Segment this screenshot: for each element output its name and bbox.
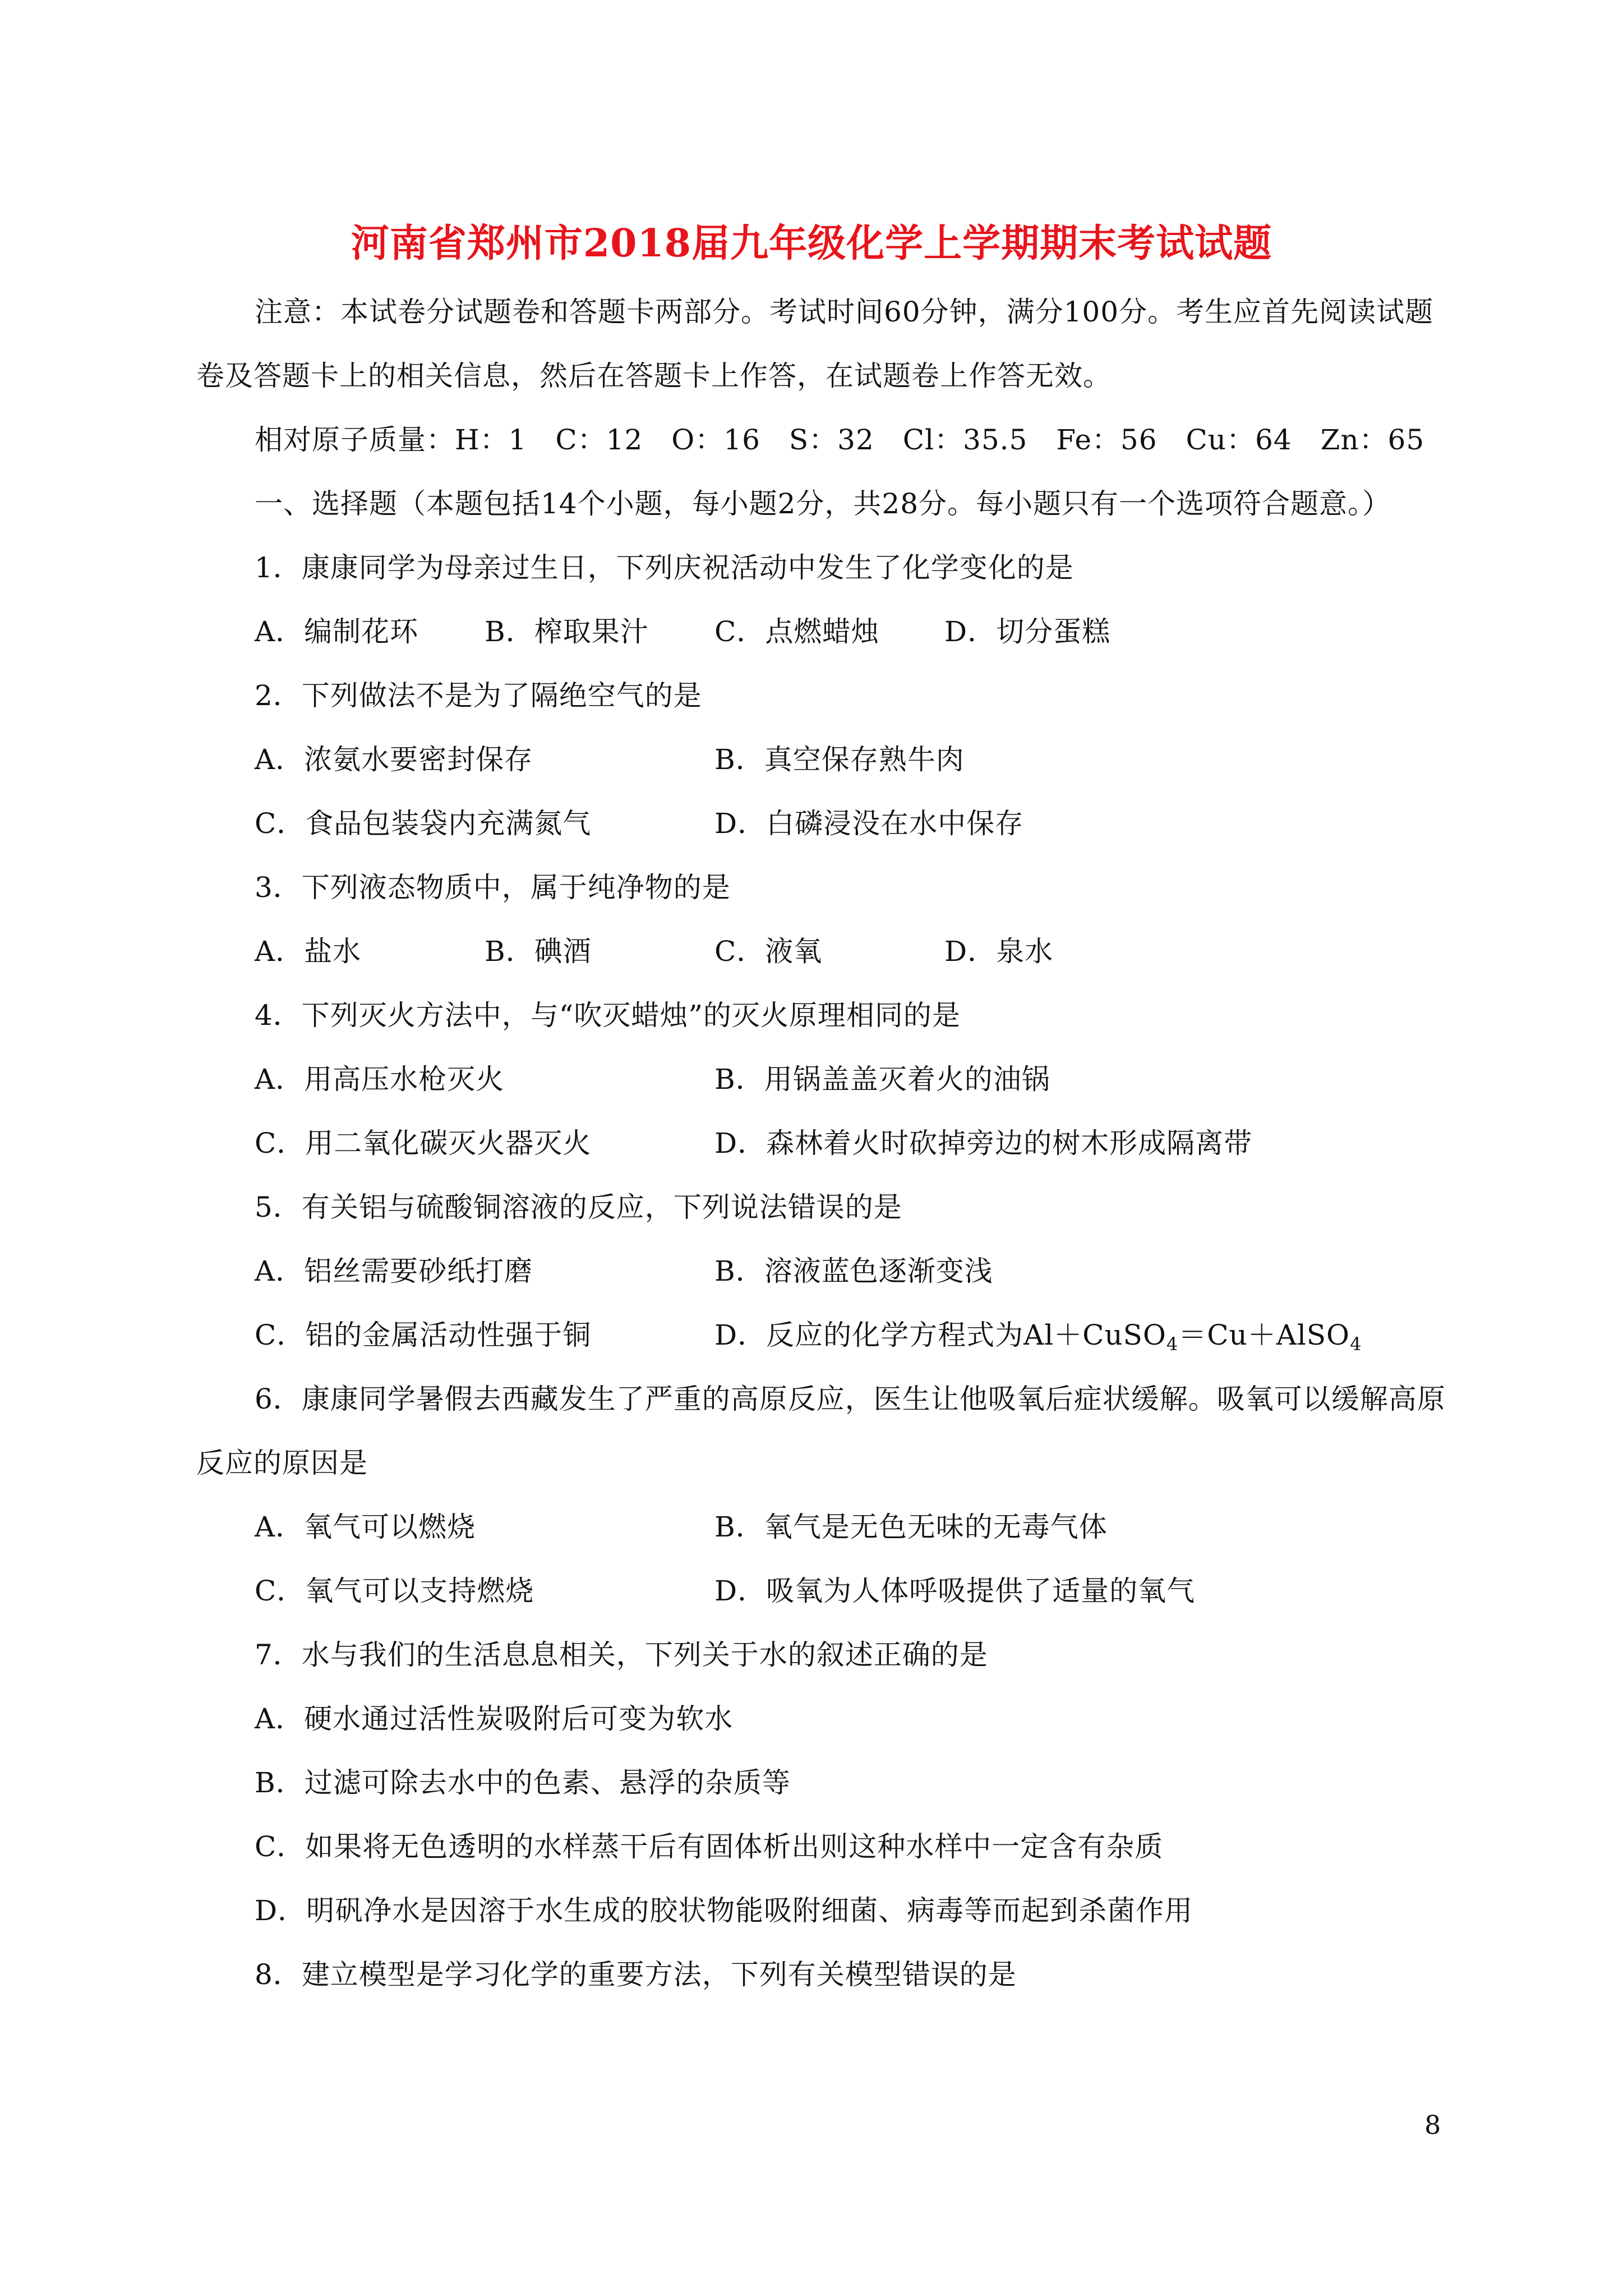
question-2-option-a: A．浓氨水要密封保存 [255,743,533,776]
question-3-option-d: D．泉水 [944,935,1054,968]
page-number: 8 [1424,2110,1441,2140]
question-4-option-b: B．用锅盖盖灭着火的油锅 [714,1063,1050,1096]
question-4-stem: 4．下列灭火方法中，与“吹灭蜡烛”的灭火原理相同的是 [255,999,961,1032]
question-5-option-d-middle: ＝Cu＋AlSO [1178,1319,1350,1351]
question-7-option-a: A．硬水通过活性炭吸附后可变为软水 [255,1703,734,1735]
question-6-option-d: D．吸氧为人体呼吸提供了适量的氧气 [714,1575,1196,1607]
question-2-option-c: C．食品包装袋内充满氮气 [255,807,592,840]
question-1-option-a: A．编制花环 [255,615,419,648]
question-5-option-a: A．铝丝需要砂纸打磨 [255,1255,533,1287]
question-5-option-b: B．溶液蓝色逐渐变浅 [714,1255,993,1287]
question-6-stem-line-1: 6．康康同学暑假去西藏发生了严重的高原反应，医生让他吸氧后症状缓解。吸氧可以缓解高原 [255,1383,1446,1415]
question-3-option-a: A．盐水 [255,935,362,968]
question-6-stem-line-2: 反应的原因是 [196,1447,368,1479]
question-7-option-b: B．过滤可除去水中的色素、悬浮的杂质等 [255,1766,791,1799]
question-8-stem: 8．建立模型是学习化学的重要方法，下列有关模型错误的是 [255,1958,1017,1991]
question-7-option-c: C．如果将无色透明的水样蒸干后有固体析出则这种水样中一定含有杂质 [255,1830,1164,1863]
question-6-option-b: B．氧气是无色无味的无毒气体 [714,1511,1108,1543]
question-2-option-d: D．白磷浸没在水中保存 [714,807,1024,840]
question-2-option-b: B．真空保存熟牛肉 [714,743,965,776]
question-7-option-d: D．明矾净水是因溶于水生成的胶状物能吸附细菌、病毒等而起到杀菌作用 [255,1894,1193,1927]
subscript-4: 4 [1166,1333,1179,1355]
subscript-4: 4 [1350,1333,1362,1355]
question-3-stem: 3．下列液态物质中，属于纯净物的是 [255,871,731,904]
atomic-masses: 相对原子质量：H：1 C：12 O：16 S：32 Cl：35.5 Fe：56 Cu：64 Zn：65 [255,424,1425,456]
question-2-stem: 2．下列做法不是为了隔绝空气的是 [255,679,702,712]
question-3-option-b: B．碘酒 [485,935,592,968]
question-5-option-d [714,1318,1362,1355]
question-3-option-c: C．液氧 [714,935,823,968]
question-4-option-d: D．森林着火时砍掉旁边的树木形成隔离带 [714,1127,1253,1159]
question-5-option-d-prefix: D．反应的化学方程式为Al＋CuSO [714,1319,1166,1351]
notice-line-1: 注意：本试卷分试题卷和答题卡两部分。考试时间60分钟，满分100分。考生应首先阅读试题 [255,296,1434,328]
question-6-option-a: A．氧气可以燃烧 [255,1511,476,1543]
question-4-option-a: A．用高压水枪灭火 [255,1063,505,1096]
question-1-stem: 1．康康同学为母亲过生日，下列庆祝活动中发生了化学变化的是 [255,551,1074,584]
section-heading: 一、选择题（本题包括14个小题，每小题2分，共28分。每小题只有一个选项符合题意。） [255,487,1391,520]
question-4-option-c: C．用二氧化碳灭火器灭火 [255,1127,592,1159]
notice-line-2: 卷及答题卡上的相关信息，然后在答题卡上作答，在试题卷上作答无效。 [196,360,1112,392]
question-6-option-c: C．氧气可以支持燃烧 [255,1575,534,1607]
question-7-stem: 7．水与我们的生活息息相关，下列关于水的叙述正确的是 [255,1639,988,1671]
question-5-option-c: C．铝的金属活动性强于铜 [255,1319,592,1351]
question-5-stem: 5．有关铝与硫酸铜溶液的反应，下列说法错误的是 [255,1191,902,1223]
question-1-option-d: D．切分蛋糕 [944,615,1111,648]
question-1-option-b: B．榨取果汁 [485,615,649,648]
question-1-option-c: C．点燃蜡烛 [714,615,880,648]
page-title: 河南省郑州市2018届九年级化学上学期期末考试试题 [351,221,1272,266]
